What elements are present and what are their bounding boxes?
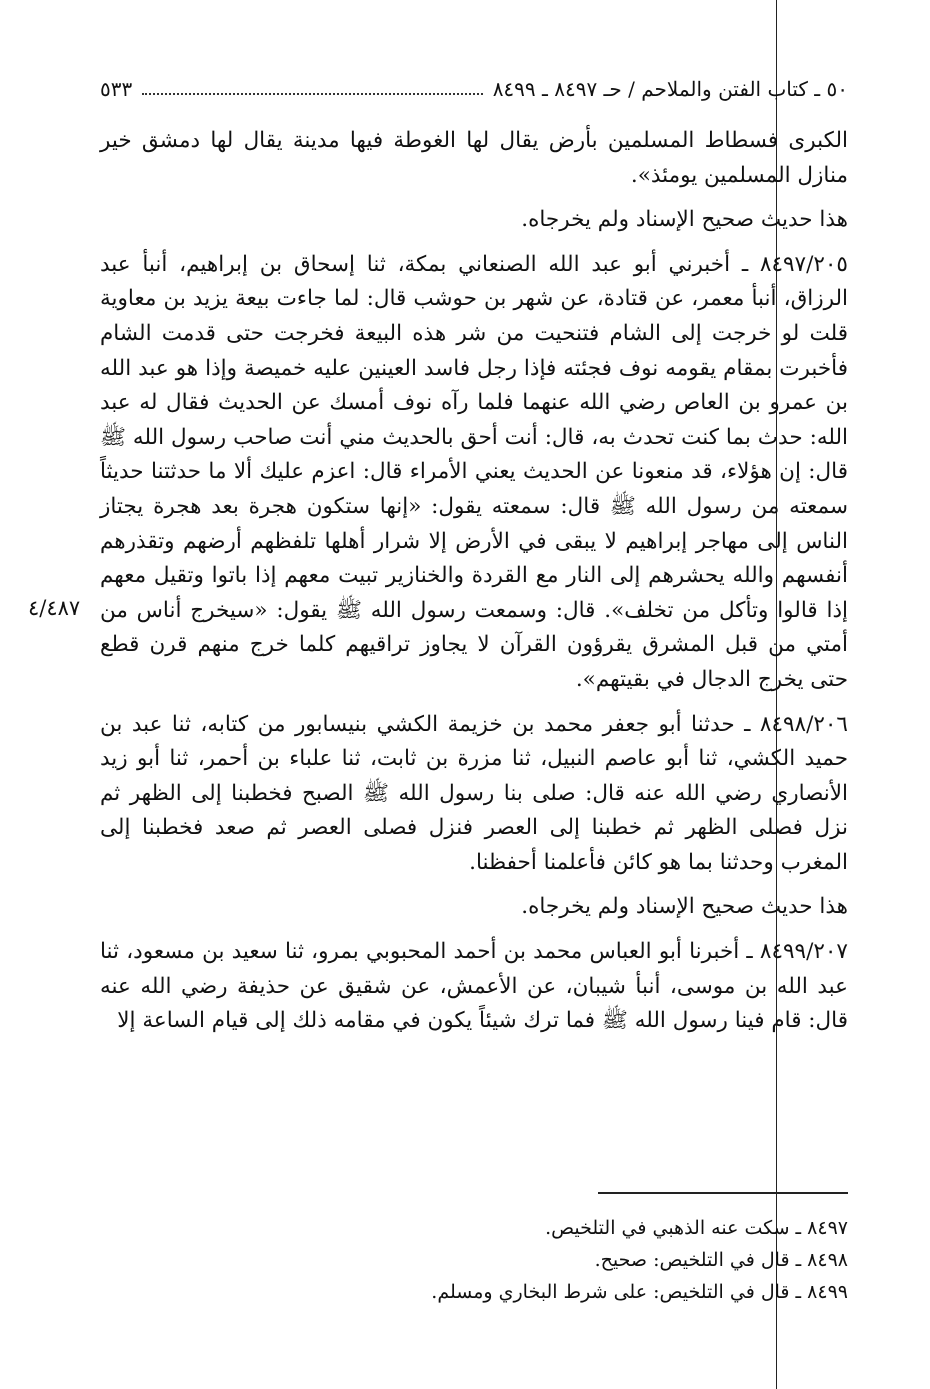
main-text bbox=[100, 124, 848, 1039]
hadith-8498: ٨٤٩٨/٢٠٦ ـ حدثنا أبو جعفر محمد بن خزيمة الكشي بنيسابور من كتابه، ثنا عبد بن حميد الكشي، ثنا أبو عاصم النبيل، ثنا مزرة بن ثابت، ثنا علباء بن أحمر، ثنا أبو زيد الأنصاري رضي الله عنه قال: صلى بنا رسول الله ﷺ الصبح فخطبنا إلى الظهر ثم نزل فصلى الظهر ثم خطبنا إلى العصر فنزل فصلى العصر ثم صعد فخطبنا إلى المغرب وحدثنا بما هو كائن فأعلمنا أحفظنا. bbox=[100, 711, 848, 875]
footnote-rule bbox=[598, 1192, 848, 1194]
header-dot-leader bbox=[142, 83, 482, 95]
footnotes bbox=[300, 1212, 848, 1308]
authenticity-statement: هذا حديث صحيح الإسناد ولم يخرجاه. bbox=[521, 207, 848, 233]
margin-reference: ٤/٤٨٧ bbox=[28, 596, 81, 620]
footnote-8499: ٨٤٩٩ ـ قال في التلخيص: على شرط البخاري ومسلم. bbox=[431, 1281, 848, 1303]
page-number: ٥٣٣ bbox=[100, 77, 133, 101]
header-title: ٥٠ ـ كتاب الفتن والملاحم / حـ ٨٤٩٧ ـ ٨٤٩٩ bbox=[492, 77, 848, 101]
footnote-8497: ٨٤٩٧ ـ سكت عنه الذهبي في التلخيص. bbox=[545, 1217, 848, 1239]
running-header bbox=[100, 72, 848, 106]
hadith-8497: ٨٤٩٧/٢٠٥ ـ أخبرني أبو عبد الله الصنعاني بمكة، ثنا إسحاق بن إبراهيم، أنبأ عبد الرزاق، أنبأ معمر، عن قتادة، عن شهر بن حوشب قال: لما جاءت بيعة يزيد بن معاوية قلت لو خرجت إلى الشام فتنحيت من شر هذه البيعة فخرجت حتى قدمت الشام فأخبرت بمقام يقومه نوف فجئته فإذا رجل فاسد العينين عليه خميصة وإذا هو عبد الله بن عمرو بن العاص رضي الله عنهما فلما رآه نوف أمسك عن الحديث فقال له عبد الله: حدث بما كنت تحدث به، قال: أنت أحق بالحديث مني أنت صاحب رسول الله ﷺ قال: إن هؤلاء، قد منعونا عن الحديث يعني الأمراء قال: اعزم عليك ألا ما حدثتنا حديثاً سمعته من رسول الله ﷺ قال: سمعته يقول: «إنها ستكون هجرة بعد هجرة يجتاز الناس إلى مهاجر إبراهيم لا يبقى في الأرض إلا شرار أهلها تلفظهم أرضهم وتقذرهم أنفسهم والله يحشرهم إلى النار مع القردة والخنازير تبيت معهم إذا باتوا وتقيل معهم إذا قالوا وتأكل من تخلف». قال: وسمعت رسول الله ﷺ يقول: «سيخرج أناس من أمتي من قبل المشرق يقرؤون القرآن لا يجاوز تراقيهم كلما خرج منهم قرن قطع حتى يخرج الدجال في بقيتهم». bbox=[100, 251, 848, 692]
hadith-8499: ٨٤٩٩/٢٠٧ ـ أخبرنا أبو العباس محمد بن أحمد المحبوبي بمرو، ثنا سعيد بن مسعود، ثنا عبد الله بن موسى، أنبأ شيبان، عن الأعمش، عن شقيق عن حذيفة رضي الله عنه قال: قام فينا رسول الله ﷺ فما ترك شيئاً يكون في مقامه ذلك إلى قيام الساعة إلا bbox=[100, 939, 848, 1034]
footnote-8498: ٨٤٩٨ ـ قال في التلخيص: صحيح. bbox=[594, 1249, 848, 1271]
authenticity-statement: هذا حديث صحيح الإسناد ولم يخرجاه. bbox=[521, 894, 848, 920]
paragraph-continuation: الكبرى فسطاط المسلمين بأرض يقال لها الغوطة فيها مدينة يقال لها دمشق خير منازل المسلمين يومئذ». bbox=[100, 128, 848, 188]
